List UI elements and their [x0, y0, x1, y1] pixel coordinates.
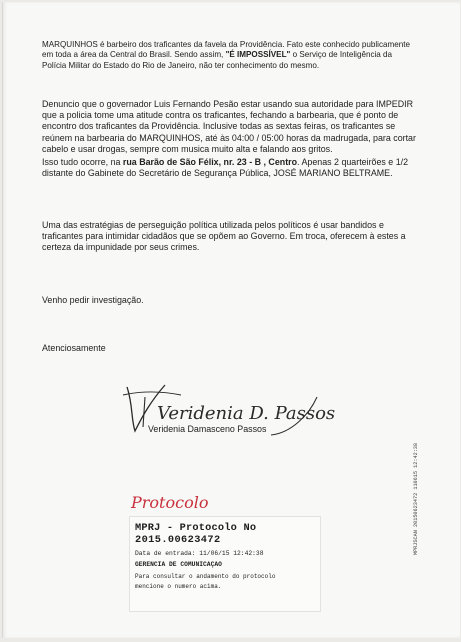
paragraph-denuncia: Denuncio que o governador Luis Fernando Pesão estar usando sua autoridade para IMPEDIR que a policia tome uma atitude contra os traficantes, fechando a barbearia, que é ponto de encontro dos traficantes da Providência. Inclusive todas as sextas feiras, os traficantes se reúnem na barbearia do MARQUINHOS, até às 04:00 / 05:00 horas da madrugada, para cortar cabelo e usar drogas, sempre com musica muito alta e falando aos gritos. [42, 99, 416, 154]
paragraph-marquinhos [42, 40, 417, 71]
paragraph-3-start: Isso tudo ocorre, na [42, 157, 123, 167]
handwritten-protocol-note [127, 486, 247, 518]
paragraph-request: Venho pedir investigação. [42, 295, 144, 305]
protocol-label [129, 516, 321, 612]
protocol-note-line-1: Para consultar o andamento do protocolo [135, 573, 276, 580]
paragraph-1-end: o Serviço de Inteligência da Polícia Militar do Estado do Rio de Janeiro, não ter conhecimento do mesmo. [42, 50, 393, 70]
protocol-entry-date: Data de entrada: 11/06/15 12:42:38 [135, 550, 264, 557]
protocol-title: MPRJ - Protocolo No [135, 522, 257, 534]
paragraph-address [42, 157, 417, 179]
paragraph-1-emphasis: "É IMPOSSÍVEL" [225, 50, 291, 60]
paragraph-1-text: MARQUINHOS é barbeiro dos traficantes da favela da Providência. Fato este conhecido publicamente em toda a área da Central do Brasil. Sendo assim, [42, 40, 411, 60]
closing-salutation: Atenciosamente [42, 343, 106, 353]
svg-text:Veridenia D. Passos: Veridenia D. Passos [157, 403, 336, 424]
protocol-department: GERENCIA DE COMUNICAÇAO [135, 561, 222, 568]
svg-text:Protocolo: Protocolo [131, 493, 209, 512]
scanned-letter-page [2, 2, 460, 638]
signer-name: Veridenia Damasceno Passos [148, 424, 267, 434]
protocol-note-line-2: mencione o numero acima. [135, 583, 222, 590]
paragraph-3-end: . Apenas 2 quarteirões e 1/2 distante do Gabinete do Secretário de Segurança Pública, JOSÉ MARIANO BELTRAME. [42, 157, 409, 179]
address-text: rua Barão de São Félix, nr. 23 - B , Centro [122, 157, 298, 167]
paragraph-strategy: Uma das estratégias de perseguição política utilizada pelos políticos é usar bandidos e traficantes para intimidar cidadãos que se opõem ao Governo. Em troca, oferecem à estes a certeza da impunidade por seus crimes. [42, 220, 406, 253]
protocol-number: 2015.00623472 [135, 534, 221, 546]
scan-side-stamp: MPRJSCAN 20150623472 110615 12:42:38 [413, 442, 420, 556]
